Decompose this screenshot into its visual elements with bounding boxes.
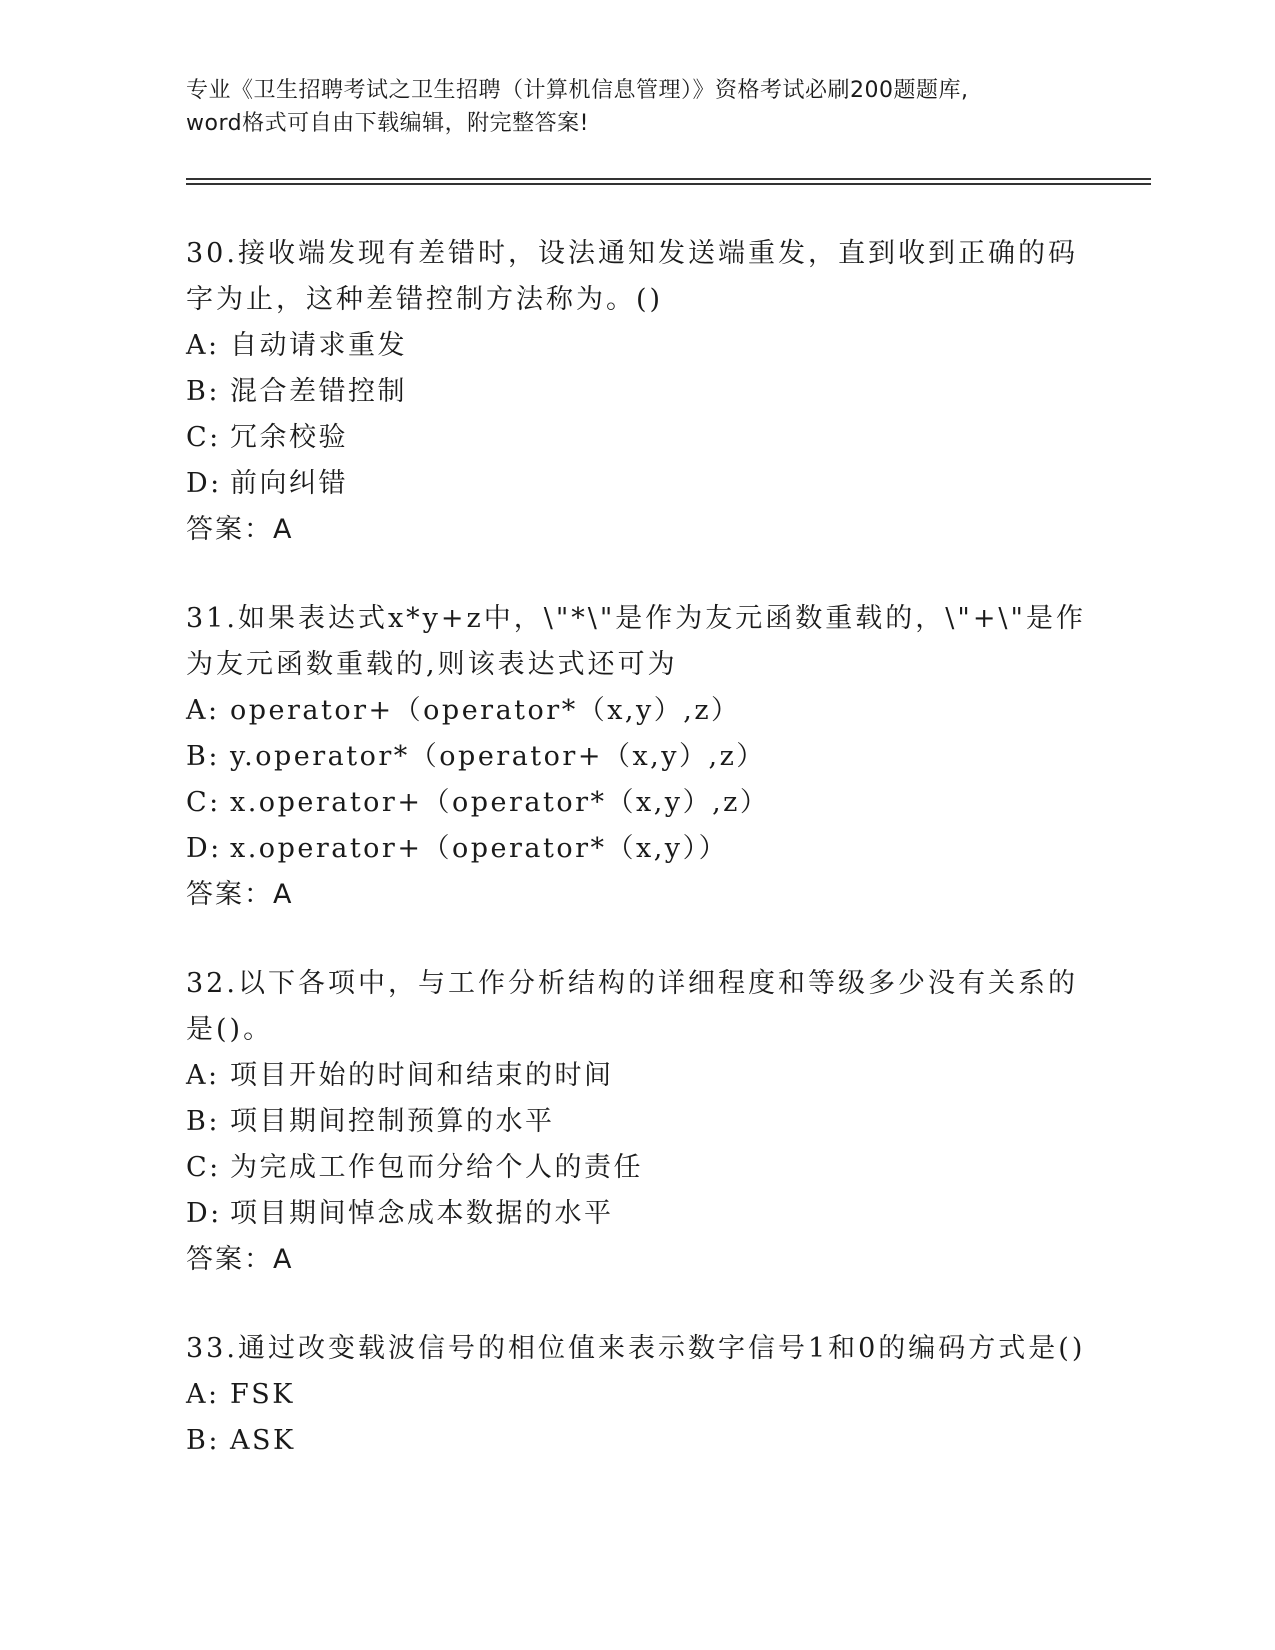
option-text: operator+（operator*（x,y）,z） (230, 695, 741, 726)
question-stem: 33.通过改变载波信号的相位值来表示数字信号1和0的编码方式是() (186, 1333, 1086, 1364)
question-list (186, 231, 1086, 1507)
option-d (186, 461, 1086, 507)
option-key: D: (186, 833, 222, 864)
option-text: 冗余校验 (230, 422, 348, 453)
option-d (186, 1191, 1086, 1237)
option-c (186, 1145, 1086, 1191)
option-text: x.operator+（operator*（x,y）,z） (230, 787, 770, 818)
option-key: D: (186, 1198, 222, 1229)
option-key: B: (186, 741, 220, 772)
option-d (186, 826, 1086, 872)
header-line-2: word格式可自由下载编辑，附完整答案! (186, 111, 589, 136)
option-key: A: (186, 1060, 220, 1091)
option-text: x.operator+（operator*（x,y）） (230, 833, 729, 864)
option-key: B: (186, 1106, 220, 1137)
option-key: B: (186, 376, 220, 407)
answer-line: 答案：A (186, 1244, 294, 1275)
option-b (186, 1418, 1086, 1464)
option-key: A: (186, 330, 220, 361)
header-divider-bottom (186, 183, 1151, 185)
option-a (186, 1372, 1086, 1418)
option-text: FSK (230, 1379, 295, 1410)
option-text: 项目期间悼念成本数据的水平 (230, 1198, 614, 1229)
option-b (186, 369, 1086, 415)
question-32 (186, 961, 1086, 1283)
header-divider-top (186, 178, 1151, 180)
option-text: 为完成工作包而分给个人的责任 (230, 1152, 643, 1183)
answer-line: 答案：A (186, 514, 294, 545)
option-key: C: (186, 787, 221, 818)
option-key: A: (186, 695, 220, 726)
option-key: C: (186, 422, 221, 453)
option-text: 混合差错控制 (230, 376, 407, 407)
option-text: y.operator*（operator+（x,y）,z） (230, 741, 766, 772)
option-text: 自动请求重发 (230, 330, 407, 361)
option-b (186, 734, 1086, 780)
question-stem: 30.接收端发现有差错时，设法通知发送端重发，直到收到正确的码字为止，这种差错控制方法称为。() (186, 238, 1078, 315)
option-c (186, 415, 1086, 461)
option-text: 前向纠错 (230, 468, 348, 499)
option-text: 项目开始的时间和结束的时间 (230, 1060, 614, 1091)
question-31 (186, 596, 1086, 918)
question-stem: 31.如果表达式x*y+z中，\"*\"是作为友元函数重载的，\"+\"是作为友元函数重载的,则该表达式还可为 (186, 603, 1086, 680)
option-text: ASK (230, 1425, 296, 1456)
answer-line: 答案：A (186, 879, 294, 910)
option-key: A: (186, 1379, 220, 1410)
header-line-1: 专业《卫生招聘考试之卫生招聘（计算机信息管理）》资格考试必刷200题题库, (186, 78, 969, 103)
question-33 (186, 1326, 1086, 1464)
option-b (186, 1099, 1086, 1145)
document-header (186, 74, 1086, 140)
option-c (186, 780, 1086, 826)
option-a (186, 1053, 1086, 1099)
option-text: 项目期间控制预算的水平 (230, 1106, 555, 1137)
option-key: C: (186, 1152, 221, 1183)
option-a (186, 323, 1086, 369)
question-stem: 32.以下各项中，与工作分析结构的详细程度和等级多少没有关系的是()。 (186, 968, 1078, 1045)
option-key: D: (186, 468, 222, 499)
option-key: B: (186, 1425, 220, 1456)
option-a (186, 688, 1086, 734)
question-30 (186, 231, 1086, 553)
